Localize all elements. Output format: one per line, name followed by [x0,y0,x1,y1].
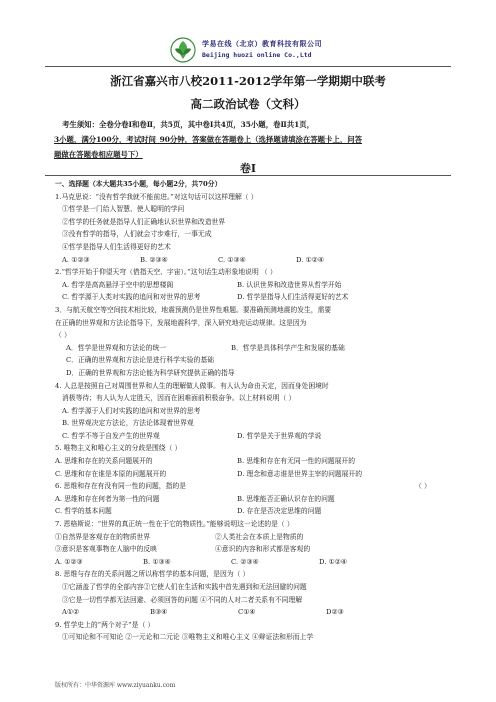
q6-row-2 [55,505,455,518]
q7-choice-b: B. ①③④ [143,557,171,566]
q6-choice-b: B. 思维能否正确认识存在的问题 [237,494,335,503]
q2-row-1 [55,279,455,292]
q7-option-3: ③意识是客观事物在人脑中的反映 [55,545,157,554]
q6-choice-d: D. 存在是否决定思维的问题 [237,507,322,516]
q4-stem-2: 消极等待；有人认为人定胜天，因而在困难面前积极奋争。以上材料说明（ ） [62,394,296,403]
q1-stem: 1.马克思说：“没有哲学我就不能前进。”对这句话可以这样理解（ ） [55,192,258,201]
q3-stem-3: （ ） [55,331,71,340]
q1-choice-c: C. ①③④ [218,255,246,264]
q1-option: ④哲学是指导人们生活得更好的艺术 [62,242,171,251]
q3-row-1 [55,342,455,355]
q7-choice-a: A. ①②③ [55,557,83,566]
publisher-name-en: Beijing huozi online Co.,Ltd [202,51,312,59]
q4-row-3 [55,430,455,443]
q5-row-2 [55,468,455,481]
q1-choice-d: D. ①②④ [296,255,324,264]
q5-choice-b: B. 思维和存在有无同一性的问题展开的 [237,457,356,466]
q4-choice-a: A. 哲学源于人们对实践的追问和对世界的思考 [62,406,201,415]
part-heading: 卷Ⅰ [239,162,257,175]
q7-option-1: ①自然界是客观存在的物质世界 [55,532,151,541]
q3-choice-b: B．哲学是具体科学产生和发展的基础 [231,343,345,352]
q1-choices [55,254,455,267]
q5-choice-d: D. 理念和意志谁是世界主宰的问题展开的 [237,469,363,478]
q8-choice-c: C①④ [238,608,256,617]
q8-choices [55,606,455,619]
exam-notice [54,117,454,162]
q1-option: ③没有哲学的指导，人们就会寸步难行，一事无成 [62,230,212,239]
q7-option-4: ④意识的内容和形式都是客观的 [215,545,311,554]
notice-line-3: 题做在答题卷相应题号下） [54,150,143,159]
page-footer: 版权所有：中华资源库 www.ziyuanku.com [55,682,176,689]
q2-stem: 2.“哲学开始于仰望天穹（借指天空、宇宙）。”这句话生动形象地说明 （ ） [55,268,277,277]
q3-stem-2: 在正确的世界观和方法论指导下，发展地震科学，深入研究地壳运动规律。这是因为 [55,318,307,327]
q1-choice-a: A. ①②③ [62,255,90,264]
q7-row-2 [55,543,455,556]
q6-row-1 [55,493,455,506]
q7-choice-c: C. ②③④ [231,557,259,566]
q8-choice-a: A①② [62,608,80,617]
q8-stem: 8. 思维与存在的关系问题之所以称哲学的基本问题，是因为（ ） [55,570,250,579]
q5-row-1 [55,455,455,468]
publisher-logo-icon [170,37,196,63]
q1-option: ①哲学是一门给人智慧、使人聪明的学问 [62,205,185,214]
question-list [55,178,455,644]
q5-stem: 5. 唯物主义和唯心主义的分歧是围绕（ ） [55,444,182,453]
q7-stem: 7. 恩格斯说：“世界的真正统一性在于它的物质性。”能够说明这一论述的是（ ） [55,520,294,529]
exam-title: 浙江省嘉兴市八校2011-2012学年第一学期期中联考 [110,74,386,88]
q4-choice-b: B. 世界观决定方法论，方法论体现着世界观 [62,419,194,428]
q2-choice-c: C. 哲学源于人类对实践的追问和对世界的思考 [62,293,201,302]
q6-stem-row [55,480,455,493]
q2-row-2 [55,291,455,304]
q7-option-2: ②人类社会在本质上是物质的 [215,532,304,541]
publisher-name-cn: 学易在线（北京）教育科技有限公司 [202,40,322,48]
q6-choice-c: C. 哲学的基本问题 [55,507,112,516]
q8-choice-b: B③④ [150,608,168,617]
q3-choice-d: D．正确的世界观和方法论能为科学研究提供正确的指导 [66,368,235,377]
q5-choice-a: A. 思维和存在的关系问题展开的 [55,457,153,466]
q4-stem-1: 4. 人总是按照自己对周围世界和人生的理解做人做事。有人认为命由天定，因而身处困境时 [55,381,329,390]
publisher-logo [170,36,322,64]
q2-choice-a: A. 哲学是高高悬浮于空中的思想楼阁 [62,280,174,289]
q4-choice-c: C. 哲学不等于自发产生的世界观 [62,431,160,440]
q8-option-2: ③它是一切哲学都无法回避、必须回答的问题 ④不同的人对二者关系有不同理解 [62,595,303,604]
q7-row-1 [55,531,455,544]
q7-choice-d: D. ①②④ [319,557,347,566]
q6-stem: 6. 思维和存在有没有同一性的问题，指的是 [55,482,186,491]
q5-choice-c: C. 思维和存在谁是本原的问题展开的 [55,469,167,478]
q8-choice-d: D②③ [326,608,344,617]
q9-options: ①可知论和不可知论 ②一元论和二元论 ③唯物主义和唯心主义 ④辩证法和形而上学 [62,633,314,642]
q7-choices [55,556,455,569]
q2-choice-b: B. 认识世界和改造世界从哲学开始 [237,280,342,289]
q6-bracket: （ ） [415,482,431,491]
q9-stem: 9. 哲学史上的“两个对子”是（ ） [55,620,155,629]
exam-subtitle: 高二政治试卷（文科） [190,97,306,111]
header-divider [45,66,451,67]
q3-choice-c: C．正确的世界观和方法论是进行科学实验的基础 [66,356,214,365]
q4-choice-d: D. 哲学是关于世界观的学说 [237,431,322,440]
q8-option-1: ①它涵盖了哲学的全部内容②它使人们在生活和实践中首先遇到和无法回避的问题 [62,583,307,591]
q1-choice-b: B. ②③④ [140,255,168,264]
q3-stem-1: 3．与航天航空等空间技术相比较，地震预测仍是世界性难题。要准确预测地震的发生，需要 [55,305,332,314]
q6-choice-a: A. 思维和存在何者为第一性的问题 [55,494,160,503]
notice-line-1: 考生须知：全卷分卷Ⅰ和卷Ⅱ，共5页，其中卷Ⅰ共4页，35小题，卷Ⅱ共1页， [62,120,315,129]
q1-option: ②哲学的任务就是指导人们正确地认识世界和改造世界 [62,217,226,226]
part-divider [45,175,451,176]
section-heading: 一、选择题（本大题共35小题，每小题2分，共70分） [55,180,222,188]
q2-choice-d: D. 哲学是指导人们生活得更好的艺术 [237,293,349,302]
q3-choice-a: A．哲学是世界观和方法论的统一 [66,343,167,352]
notice-line-2: 3小题，满分100分，考试时间_90分钟，答案做在答题卷上（选择题请填涂在答题卡上，问答 [54,135,363,144]
